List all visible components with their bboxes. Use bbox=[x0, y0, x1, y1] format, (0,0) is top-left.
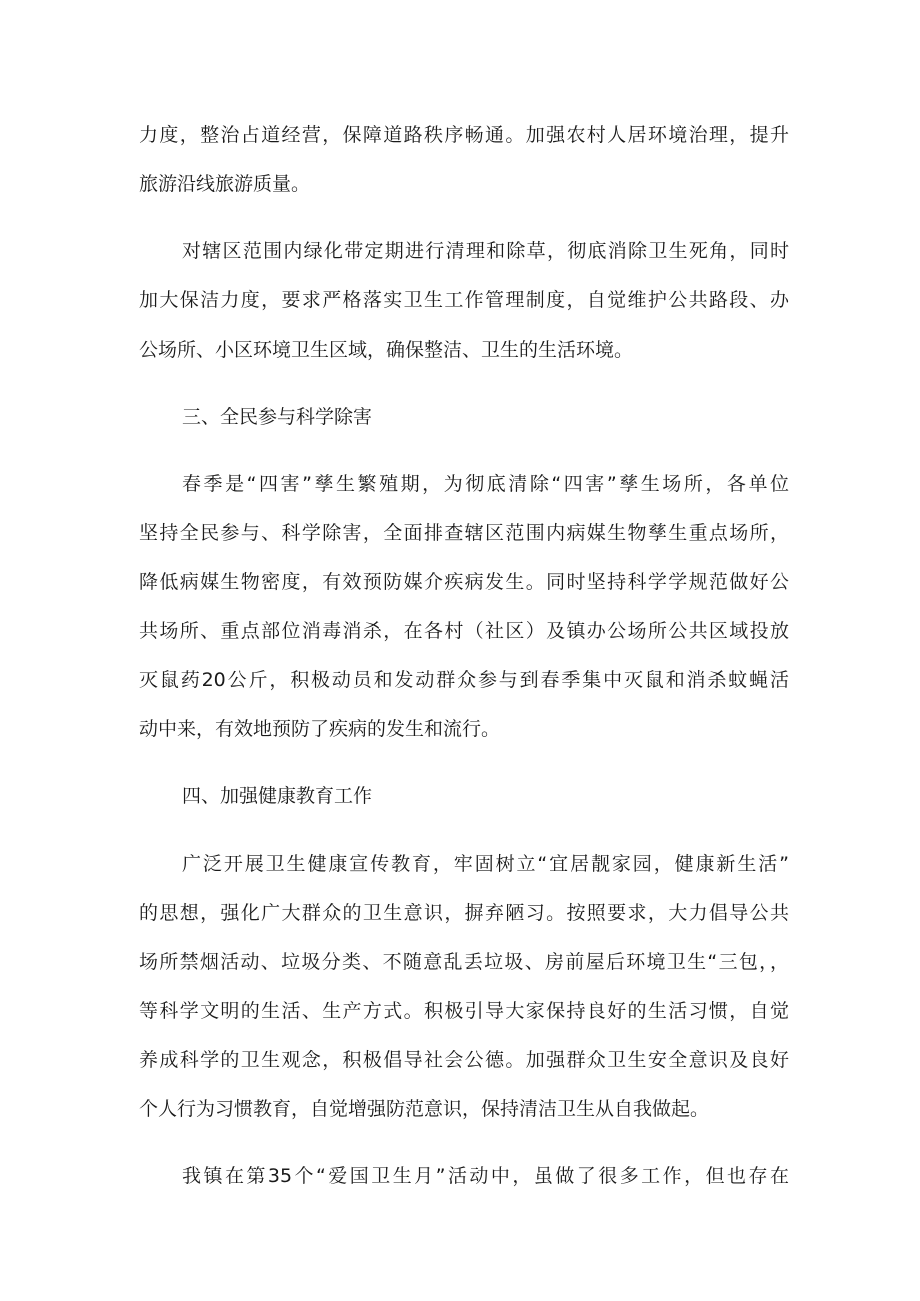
paragraph-4-line-4: 等科学文明的生活、生产方式。积极引导大家保持良好的生活习惯，自觉 bbox=[139, 1000, 789, 1022]
paragraph-1-line-1: 力度，整治占道经营，保障道路秩序畅通。加强农村人居环境治理，提升 bbox=[139, 124, 789, 146]
section-heading-3: 三、全民参与科学除害 bbox=[182, 406, 373, 428]
paragraph-3-line-1: 春季是“四害”孳生繁殖期，为彻底清除“四害”孳生场所，各单位 bbox=[182, 473, 789, 495]
paragraph-2-line-3: 公场所、小区环境卫生区域，确保整洁、卫生的生活环境。 bbox=[139, 339, 634, 361]
paragraph-4-line-6: 个人行为习惯教育，自觉增强防范意识，保持清洁卫生从自我做起。 bbox=[139, 1098, 710, 1120]
paragraph-3-line-6: 动中来，有效地预防了疾病的发生和流行。 bbox=[139, 718, 501, 740]
paragraph-1-line-2: 旅游沿线旅游质量。 bbox=[139, 173, 311, 195]
paragraph-4-line-2: 的思想，强化广大群众的卫生意识，摒弃陋习。按照要求，大力倡导公共 bbox=[139, 902, 789, 924]
paragraph-3-line-2: 坚持全民参与、科学除害，全面排查辖区范围内病媒生物孳生重点场所， bbox=[139, 522, 789, 544]
paragraph-5-line-1: 我镇在第35个“爱国卫生月”活动中，虽做了很多工作，但也存在 bbox=[182, 1165, 789, 1187]
paragraph-3-line-5: 灭鼠药20公斤，积极动员和发动群众参与到春季集中灭鼠和消杀蚊蝇活 bbox=[139, 669, 789, 691]
paragraph-4-line-5: 养成科学的卫生观念，积极倡导社会公德。加强群众卫生安全意识及良好 bbox=[139, 1049, 789, 1071]
section-heading-4: 四、加强健康教育工作 bbox=[182, 785, 373, 807]
paragraph-2-line-1: 对辖区范围内绿化带定期进行清理和除草，彻底消除卫生死角，同时 bbox=[182, 240, 789, 262]
paragraph-3-line-4: 共场所、重点部位消毒消杀，在各村（社区）及镇办公场所公共区域投放 bbox=[139, 620, 789, 642]
paragraph-4-line-1: 广泛开展卫生健康宣传教育，牢固树立“宜居靓家园，健康新生活” bbox=[182, 853, 789, 875]
paragraph-2-line-2: 加大保洁力度，要求严格落实卫生工作管理制度，自觉维护公共路段、办 bbox=[139, 289, 789, 311]
paragraph-3-line-3: 降低病媒生物密度，有效预防媒介疾病发生。同时坚持科学学规范做好公 bbox=[139, 571, 789, 593]
paragraph-4-line-3: 场所禁烟活动、垃圾分类、不随意乱丢垃圾、房前屋后环境卫生“三包，， bbox=[139, 951, 789, 973]
